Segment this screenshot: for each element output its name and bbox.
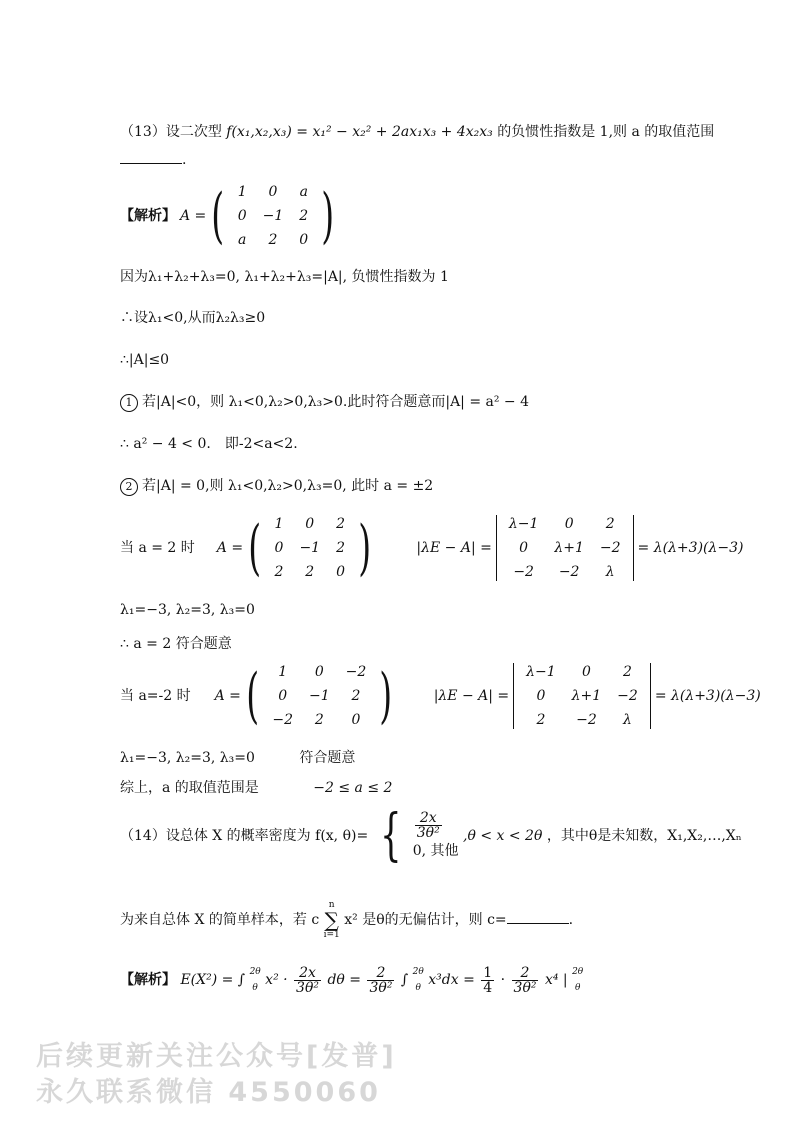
matrix-a-label: A = xyxy=(180,208,207,224)
when-a2-label: 当 a = 2 时 xyxy=(120,540,195,556)
when-am2-a-label: A = xyxy=(214,688,241,704)
q13-prefix: （13）设二次型 xyxy=(120,124,222,140)
matrix-a: 1 0 a 0 −1 2 a 2 0 xyxy=(237,184,309,248)
final-part1: x² · xyxy=(265,972,288,988)
answer-blank xyxy=(120,163,182,164)
fit-am2: 符合题意 xyxy=(299,750,356,766)
line-det-a: ∴|A|≤0 xyxy=(120,352,170,368)
final-frac4: $\frac{2}{\text{3θ²}}$ xyxy=(513,964,537,996)
integral-limits: 2θ θ xyxy=(249,967,261,993)
eig-am2: λ₁=−3, λ₂=3, λ₃=0 xyxy=(120,750,255,766)
line-sum: 因为λ₁+λ₂+λ₃=0, λ₁+λ₂+λ₃=|A|, 负惯性指数为 1 xyxy=(120,269,449,285)
eig-am2-line xyxy=(120,748,355,768)
when-a2-a-label: A = xyxy=(216,540,244,556)
q14-line2-prefix: 为来自总体 X 的简单样本，若 c xyxy=(120,912,320,928)
final-part5: x⁴ | xyxy=(544,972,568,988)
final-frac3: $\frac{1}{4}$ xyxy=(483,964,493,996)
final-part2: dθ = xyxy=(327,972,362,988)
q14-case2: 0, 其他 xyxy=(412,842,459,859)
case1-text: 若|A|<0，则 λ₁<0,λ₂>0,λ₃>0.此时符合题意而|A| = a² − 4 xyxy=(142,394,530,410)
q14-line2 xyxy=(120,900,573,940)
conclusion-line xyxy=(120,778,392,798)
when-a2-block: 当 a = 2 时 A = ( 1 0 2 0 −1 2 2 2 0 ) |λE − A| = λ−1 0 2 0 λ+1 −2 −2 −2 λ = λ(λ+3)(λ−3) xyxy=(120,513,744,583)
case1-number: 1 xyxy=(120,394,138,412)
matrix-a2: 1 0 2 0 −1 2 2 2 0 xyxy=(274,516,345,580)
q13-formula: f(x₁,x₂,x₃) = x₁² − x₂² + 2ax₁x₃ + 4x₂x₃ xyxy=(226,124,493,140)
eig-a2: λ₁=−3, λ₂=3, λ₃=0 xyxy=(120,602,255,618)
watermark-line2: 永久联系微信 4550060 xyxy=(36,1077,381,1108)
final-dot: · xyxy=(500,972,506,988)
jiexi-label: 【解析】 xyxy=(120,208,176,224)
q14-line2-mid: x² 是θ的无偏估计，则 c= xyxy=(344,912,507,928)
matrix-am2: 1 0 −2 0 −1 2 −2 2 0 xyxy=(272,664,367,728)
final-frac2: $\frac{2}{\text{3θ²}}$ xyxy=(369,964,393,996)
when-am2-label: 当 a=-2 时 xyxy=(120,688,191,704)
conclusion-label: 综上，a 的取值范围是 xyxy=(120,780,259,796)
q14-suffix: ，其中θ是未知数，X₁,X₂,…,Xₙ xyxy=(546,828,742,844)
when-a2-result: = λ(λ+3)(λ−3) xyxy=(637,540,744,556)
case2-text: 若|A| = 0,则 λ₁<0,λ₂>0,λ₃=0, 此时 a = ±2 xyxy=(142,478,434,494)
q14-line: （14）设总体 X 的概率密度为 f(x, θ)= { $\frac{2x}{\text{3θ²}}$ 0, 其他 ,θ < x < 2θ ，其中θ是未知数，X₁,X₂,…,Xₙ xyxy=(120,803,742,868)
q14-case1-cond: ,θ < x < 2θ xyxy=(463,828,543,844)
when-am2-result: = λ(λ+3)(λ−3) xyxy=(654,688,761,704)
q14-cases: $\frac{2x}{\text{3θ²}}$ 0, 其他 xyxy=(413,811,459,862)
conclusion-value: −2 ≤ a ≤ 2 xyxy=(313,780,393,796)
det-matrix-am2: λ−1 0 2 0 λ+1 −2 2 −2 λ xyxy=(526,664,638,728)
when-am2-block: 当 a=-2 时 A = ( 1 0 −2 0 −1 2 −2 2 0 ) |λE − A| = λ−1 0 2 0 λ+1 −2 2 −2 λ = λ(λ+3)(λ−3) xyxy=(120,661,761,731)
q13-line xyxy=(120,122,714,142)
when-a2-det-label: |λE − A| = xyxy=(416,540,492,556)
q14-line2-end: . xyxy=(568,912,574,928)
fit-a2: ∴ a = 2 符合题意 xyxy=(120,636,232,652)
case1-line xyxy=(120,392,529,412)
final-part3: ∫ xyxy=(400,972,409,988)
matrix-a-block: 【解析】 A = ( 1 0 a 0 −1 2 a 2 0 ) xyxy=(120,181,335,251)
q13-blank-line xyxy=(120,150,186,170)
final-frac1: $\frac{2x}{\text{3θ²}}$ xyxy=(296,964,319,996)
answer-blank-14 xyxy=(507,923,569,924)
final-jiexi-label: 【解析】 xyxy=(120,972,176,988)
final-lhs: E(X²) = ∫ xyxy=(180,972,246,988)
det-matrix-a2: λ−1 0 2 0 λ+1 −2 −2 −2 λ xyxy=(508,516,621,580)
case2-line xyxy=(120,476,433,496)
q14-prefix: （14）设总体 X 的概率密度为 f(x, θ)= xyxy=(120,828,369,844)
line-range1: ∴ a² − 4 < 0. 即-2<a<2. xyxy=(120,436,298,452)
q13-blank-end: . xyxy=(182,152,187,168)
integral-limits-2: 2θ θ xyxy=(412,967,424,993)
final-line xyxy=(120,960,583,1000)
sum-symbol: n ∑ i=1 xyxy=(323,900,340,940)
q13-suffix: 的负惯性指数是 1,则 a 的取值范围 xyxy=(497,124,715,140)
line-set: ∴设λ₁<0,从而λ₂λ₃≥0 xyxy=(120,310,266,326)
when-am2-det-label: |λE − A| = xyxy=(433,688,510,704)
case2-number: 2 xyxy=(120,478,138,496)
watermark-line1: 后续更新关注公众号[发普] xyxy=(36,1041,397,1072)
final-part4: x³dx = xyxy=(428,972,475,988)
eval-limits: 2θ θ xyxy=(572,967,584,993)
